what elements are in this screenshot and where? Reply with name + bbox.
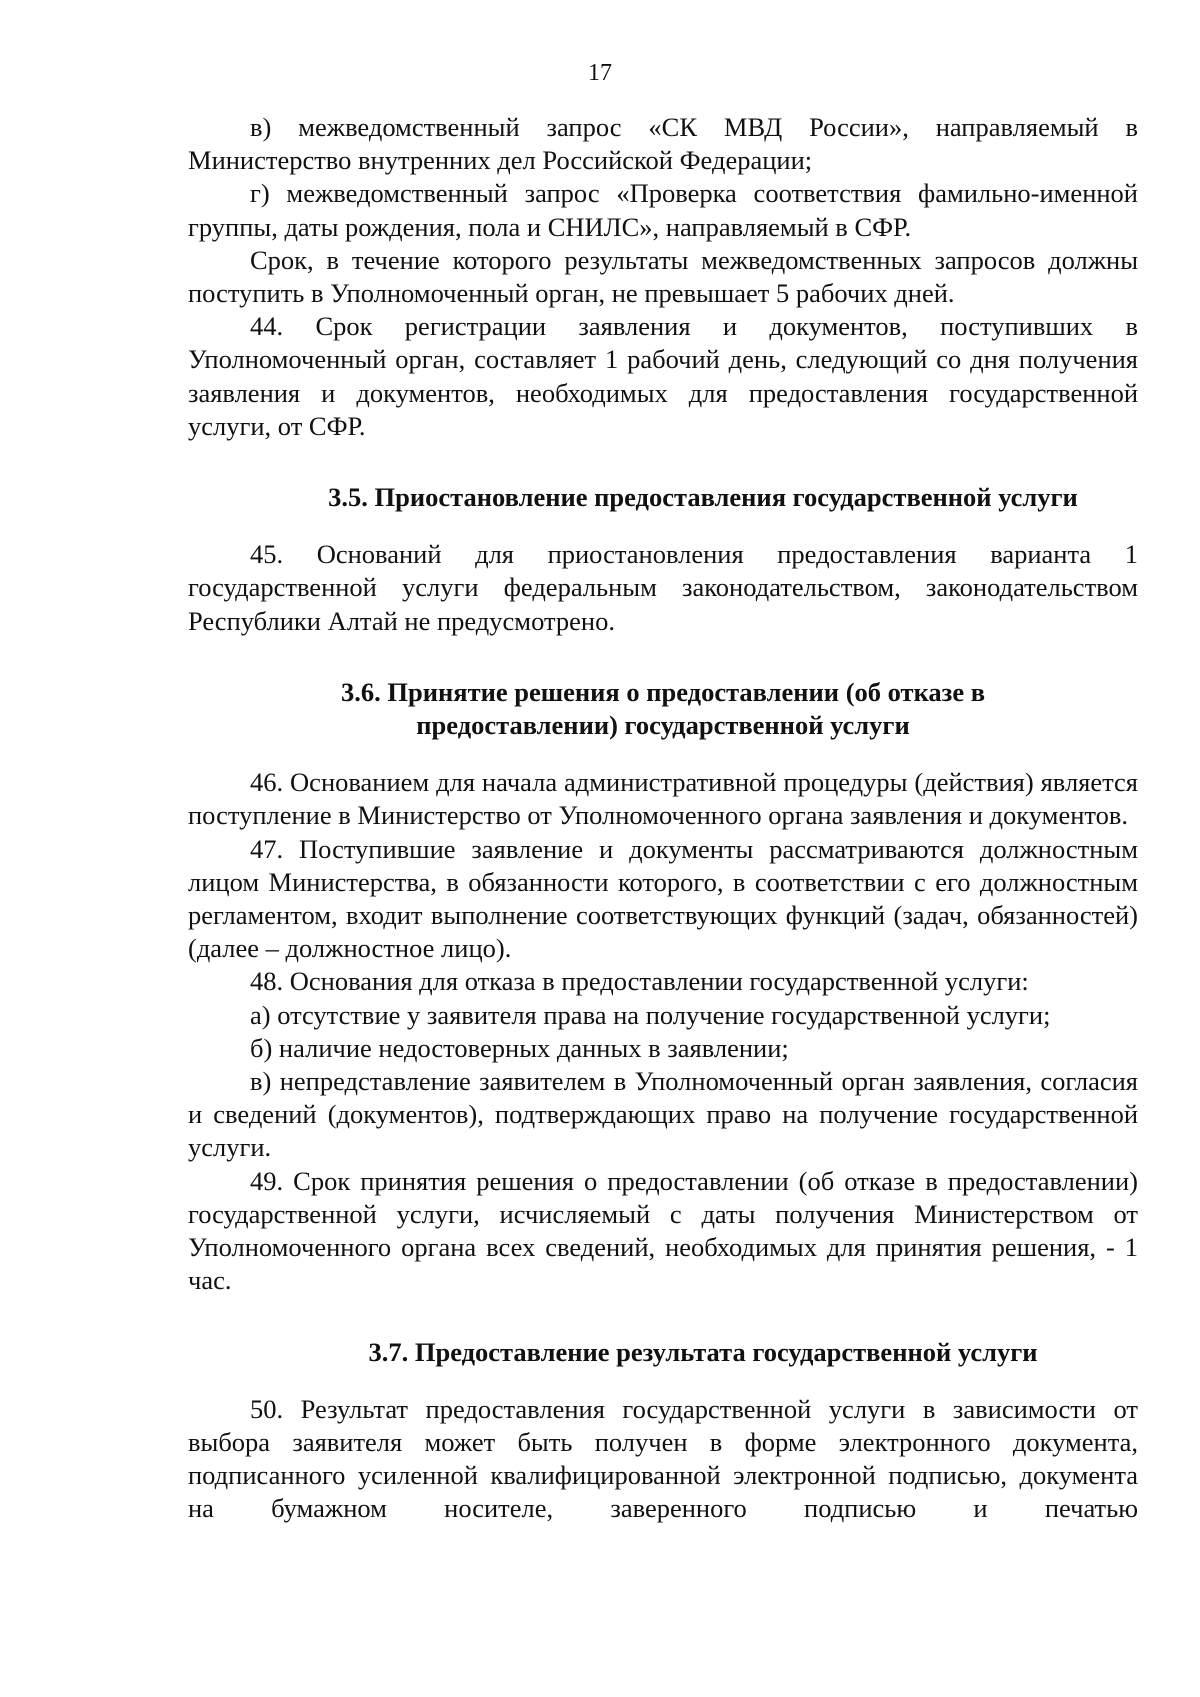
spacer [188,514,1138,538]
spacer [188,1369,1138,1393]
spacer [188,443,1138,481]
paragraph-49: 49. Срок принятия решения о предоставлении (об отказе в предоставлении) государственной услуги, исчисляемый с даты получения Министерством от Уполномоченного органа всех сведений, необходимых для принятия решения, - 1 час. [188,1165,1138,1296]
paragraph-g-snils-request: г) межведомственный запрос «Проверка соответствия фамильно-именной группы, даты рождения, пола и СНИЛС», направляемый в СФР. [188,178,1138,242]
paragraph-48: 48. Основания для отказа в предоставлении государственной услуги: [250,966,1029,997]
document-body [188,111,1138,1526]
section-heading-3-7: 3.7. Предоставление результата государственной услуги [368,1336,1038,1367]
spacer [188,1298,1138,1336]
paragraph-50: 50. Результат предоставления государственной услуги в зависимости от выбора заявителя может быть получен в форме электронного документа, подписанного усиленной квалифицированной электронной подписью, документа на бумажном носителе, заверенного подписью и печатью [188,1393,1138,1524]
paragraph-request-deadline: Срок, в течение которого результаты межведомственных запросов должны поступить в Уполномоченный орган, не превышает 5 рабочих дней. [188,244,1138,309]
paragraph-v-mvd-request: в) межведомственный запрос «СК МВД России», направляемый в Министерство внутренних дел Российской Федерации; [188,112,1138,176]
paragraph-45: 45. Оснований для приостановления предоставления варианта 1 государственной услуги федеральным законодательством, законодательством Республики Алтай не предусмотрено. [188,539,1138,636]
section-heading-3-6: 3.6. Принятие решения о предоставлении (об отказе в предоставлении) государственной услуги [340,676,986,741]
spacer [188,742,1138,766]
paragraph-48-b: б) наличие недостоверных данных в заявлении; [250,1032,789,1063]
spacer [188,638,1138,676]
page-number: 17 [588,60,612,86]
paragraph-47: 47. Поступившие заявление и документы рассматриваются должностным лицом Министерства, в обязанности которого, в соответствии с его должностным регламентом, входит выполнение соответствующих функций (задач, обязанностей) (далее – должностное лицо). [188,833,1138,964]
paragraph-48-a: а) отсутствие у заявителя права на получение государственной услуги; [250,999,1051,1030]
paragraph-48-v: в) непредставление заявителем в Уполномоченный орган заявления, согласия и сведений (документов), подтверждающих право на получение государственной услуги. [188,1066,1138,1163]
paragraph-46: 46. Основанием для начала административной процедуры (действия) является поступление в Министерство от Уполномоченного органа заявления и документов. [188,767,1138,831]
section-heading-3-5: 3.5. Приостановление предоставления государственной услуги [328,482,1078,513]
paragraph-44: 44. Срок регистрации заявления и документов, поступивших в Уполномоченный орган, составляет 1 рабочий день, следующий со дня получения заявления и документов, необходимых для предоставления государственной услуги, от СФР. [188,311,1138,441]
